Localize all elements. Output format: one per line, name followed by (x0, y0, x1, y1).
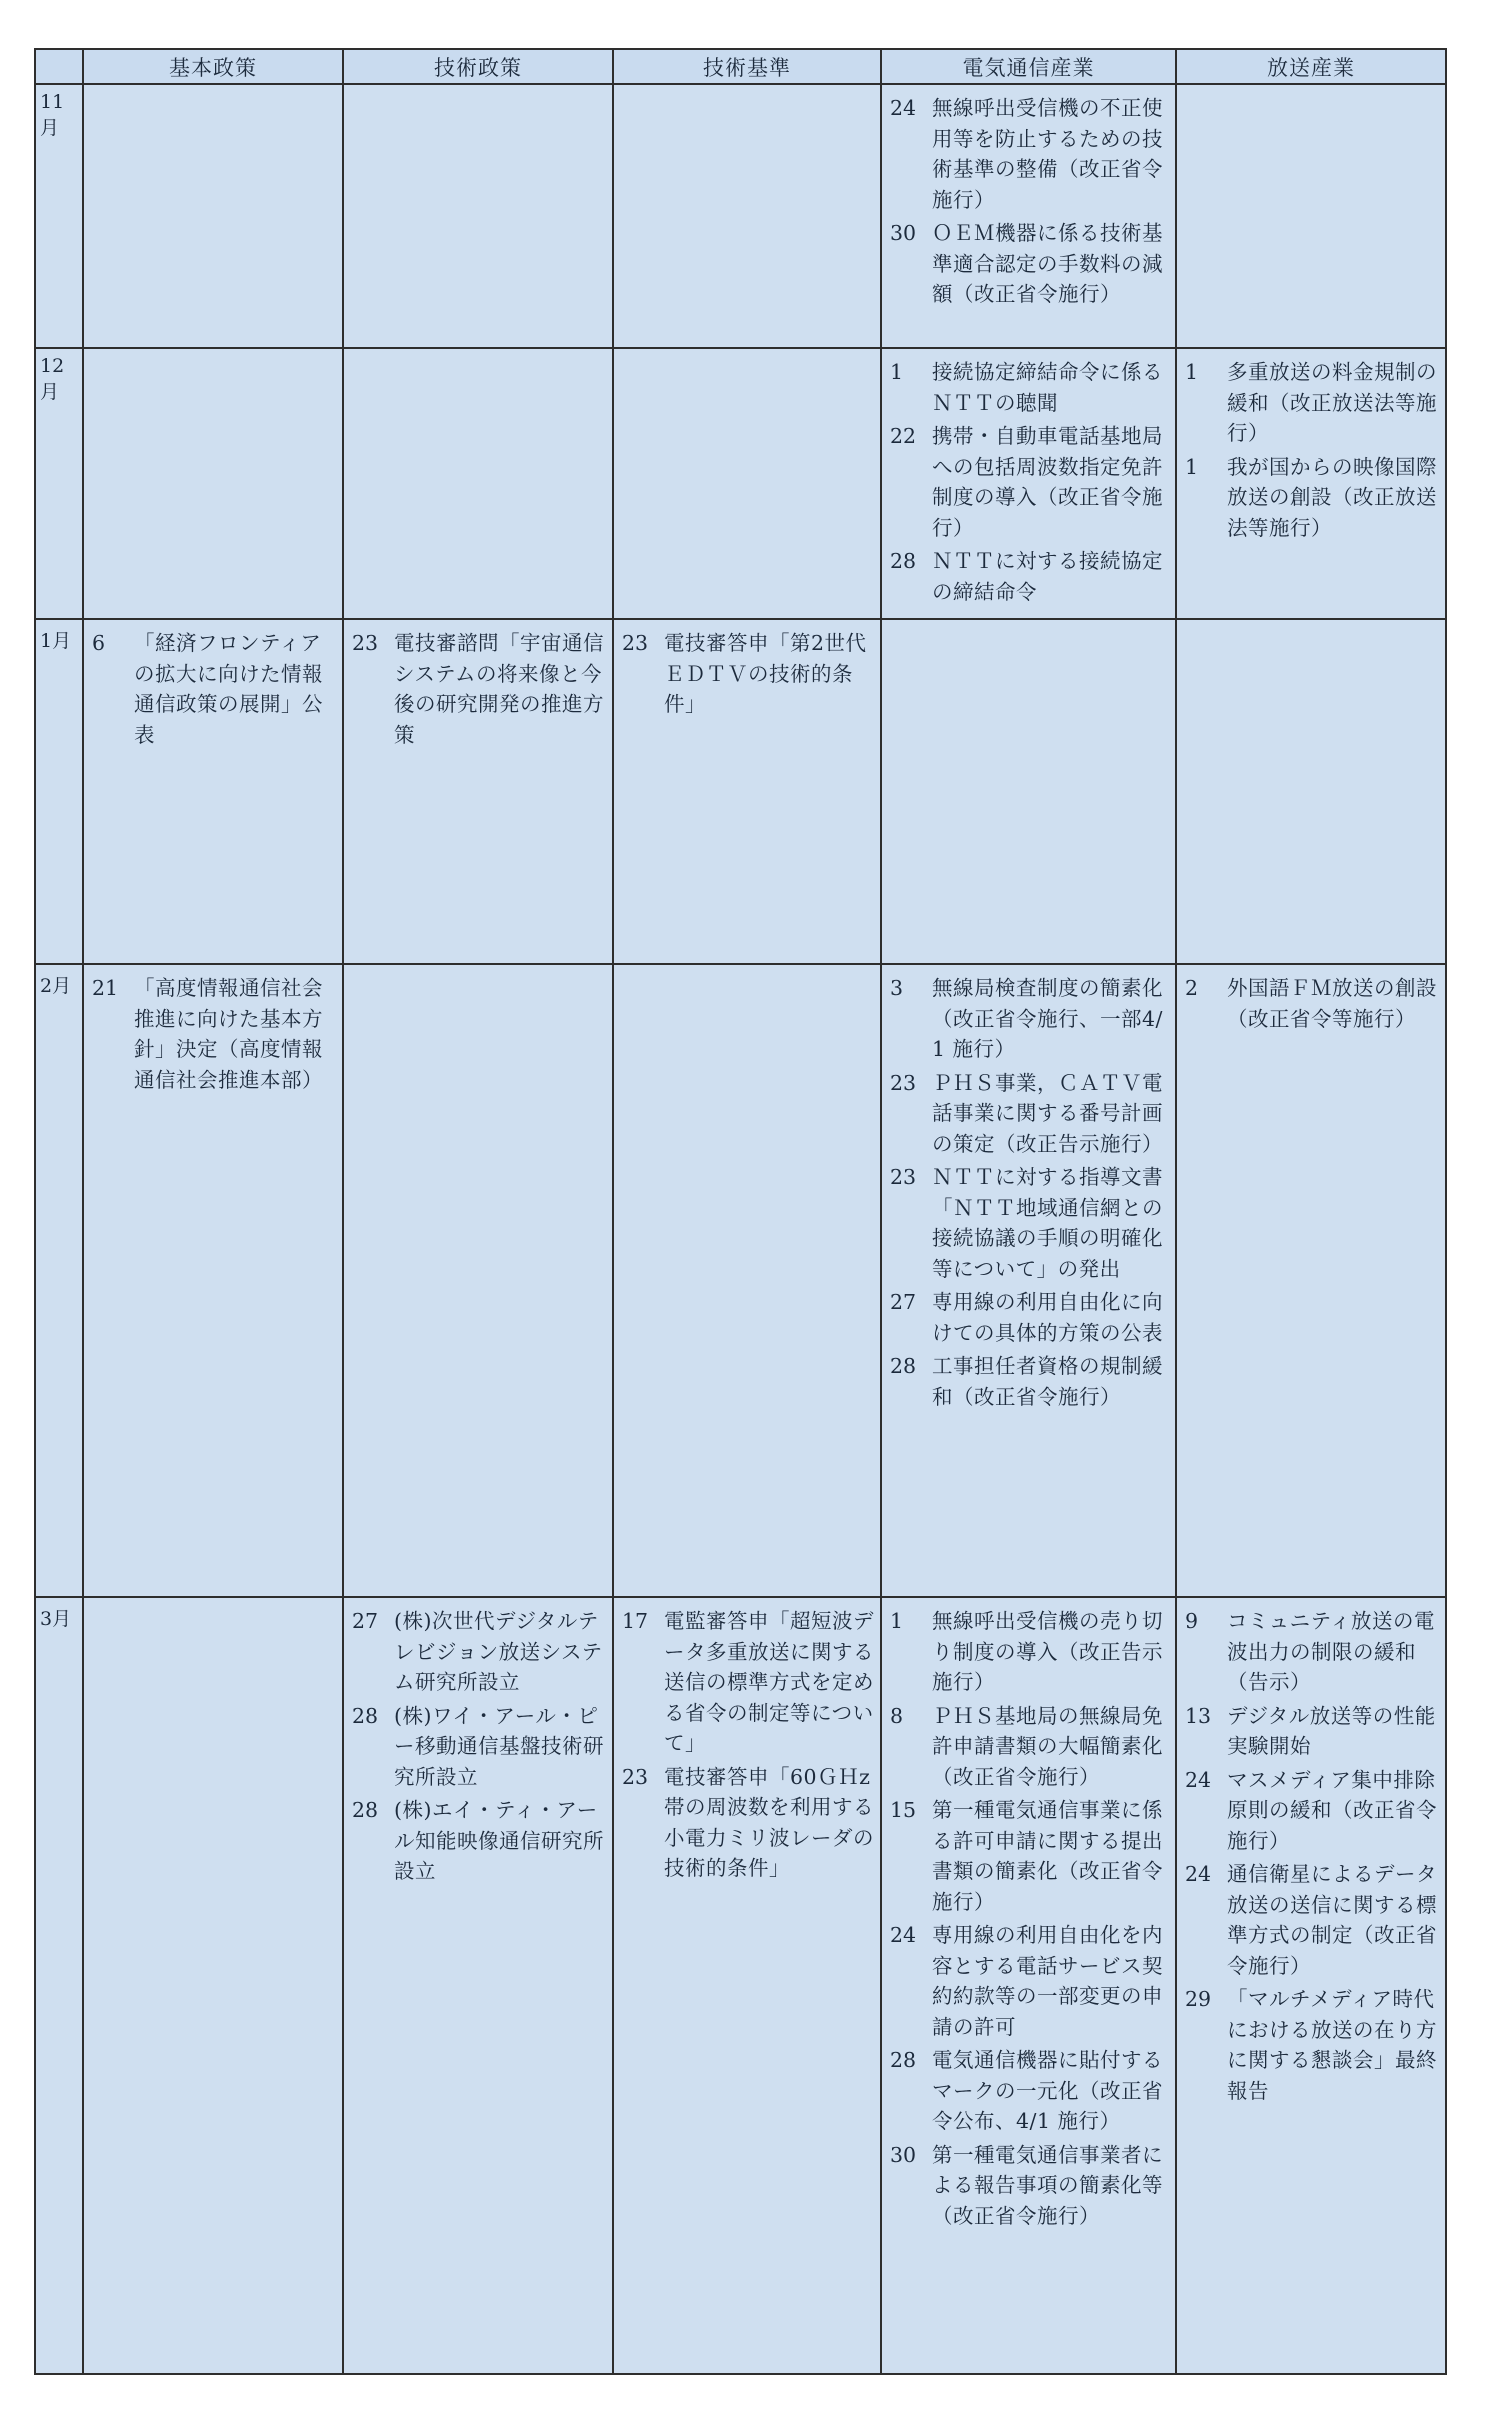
list-item (890, 357, 1169, 418)
entry-day: 28 (890, 2048, 917, 2072)
entry-text: 第一種電気通信事業に係る許可申請に関する提出書類の簡素化（改正省令施行） (932, 1798, 1163, 1914)
entry-day: 24 (1185, 1767, 1212, 1792)
cell-telecom-industry (881, 964, 1176, 1597)
cell-basic-policy (83, 348, 343, 619)
entry-text: ＯＥＭ機器に係る技術基準適合認定の手数料の減額（改正省令施行） (932, 221, 1163, 306)
cell-broadcast-industry (1176, 619, 1446, 964)
entry-text: ＰＨＳ基地局の無線局免許申請書類の大幅簡素化（改正省令施行） (932, 1703, 1163, 1789)
list-item (92, 628, 336, 750)
list-item (352, 628, 606, 750)
entry-text: 「マルチメディア時代における放送の在り方に関する懇談会」最終報告 (1227, 1987, 1437, 2103)
list-item (890, 1351, 1169, 1412)
cell-basic-policy (83, 1597, 343, 2374)
entry-text: 携帯・自動車電話基地局への包括周波数指定免許制度の導入（改正省令施行） (932, 424, 1163, 540)
entry-day: 30 (890, 221, 917, 245)
entry-text: 外国語ＦＭ放送の創設（改正省令等施行） (1227, 976, 1437, 1031)
entry-day: 23 (890, 1070, 917, 1095)
cell-telecom-industry (881, 84, 1176, 348)
entry-text: マスメディア集中排除原則の緩和（改正省令施行） (1227, 1767, 1437, 1853)
cell-technical-standards (613, 619, 881, 964)
list-item (890, 1606, 1169, 1698)
entry-day: 28 (352, 1798, 379, 1822)
list-item (890, 1795, 1169, 1917)
list-item (1185, 1606, 1439, 1698)
entry-day: 23 (352, 631, 379, 655)
entry-day: 23 (622, 1764, 649, 1789)
cell-telecom-industry (881, 348, 1176, 619)
list-item (890, 1162, 1169, 1284)
entry-text: (株)ワイ・アール・ピー移動通信基盤技術研究所設立 (394, 1703, 604, 1789)
entry-day: 21 (92, 976, 119, 1000)
header-basic-policy: 基本政策 (83, 49, 343, 84)
list-item (890, 1701, 1169, 1793)
list-item (622, 1606, 874, 1759)
entry-text: 専用線の利用自由化を内容とする電話サービス契約約款等の一部変更の申請の許可 (932, 1923, 1163, 2039)
entry-text: 電技審答申「第2世代ＥＤＴＶの技術的条件」 (664, 631, 867, 716)
entry-day: 15 (890, 1798, 917, 1822)
entry-day: 28 (352, 1703, 379, 1728)
list-item (890, 546, 1169, 607)
entry-day: 6 (92, 631, 106, 655)
cell-basic-policy (83, 84, 343, 348)
list-item (352, 1795, 606, 1887)
entry-day: 22 (890, 424, 917, 448)
list-item (1185, 1984, 1439, 2106)
entry-text: 電気通信機器に貼付するマークの一元化（改正省令公布、4/1 施行） (932, 2048, 1163, 2133)
header-row (35, 49, 1446, 84)
list-item (1185, 1859, 1439, 1981)
entry-day: 17 (622, 1609, 649, 1633)
entry-text: コミュニティ放送の電波出力の制限の緩和（告示） (1227, 1609, 1435, 1694)
cell-technical-standards (613, 1597, 881, 2374)
entry-day: 2 (1185, 976, 1199, 1000)
cell-telecom-industry (881, 1597, 1176, 2374)
list-item (890, 2140, 1169, 2232)
entry-day: 27 (890, 1290, 917, 1314)
entry-text: 無線局検査制度の簡素化（改正省令施行、一部4/1 施行） (932, 976, 1163, 1061)
entry-day: 30 (890, 2142, 917, 2167)
entry-text: 無線呼出受信機の不正使用等を防止するための技術基準の整備（改正省令施行） (932, 96, 1163, 212)
entry-text: 工事担任者資格の規制緩和（改正省令施行） (932, 1354, 1163, 1409)
month-cell: 3月 (35, 1597, 83, 2374)
entry-text: 電技審諮問「宇宙通信システムの将来像と今後の研究開発の推進方策 (394, 631, 604, 747)
header-telecom-industry: 電気通信産業 (881, 49, 1176, 84)
table-row (35, 84, 1446, 348)
entry-text: ＮＴＴに対する指導文書「ＮＴＴ地域通信網との接続協議の手順の明確化等について」の発出 (932, 1165, 1163, 1281)
cell-technology-policy (343, 348, 613, 619)
list-item (352, 1606, 606, 1698)
entry-text: (株)次世代デジタルテレビジョン放送システム研究所設立 (394, 1609, 603, 1694)
entry-text: 多重放送の料金規制の緩和（改正放送法等施行） (1227, 360, 1437, 445)
header-technology-policy: 技術政策 (343, 49, 613, 84)
entry-day: 9 (1185, 1609, 1199, 1633)
cell-broadcast-industry (1176, 1597, 1446, 2374)
cell-technology-policy (343, 964, 613, 1597)
entry-text: (株)エイ・ティ・アール知能映像通信研究所設立 (394, 1798, 604, 1883)
list-item (890, 973, 1169, 1065)
entry-day: 13 (1185, 1703, 1212, 1728)
list-item (1185, 973, 1439, 1034)
chronology-table (34, 48, 1447, 2375)
entry-text: 「経済フロンティアの拡大に向けた情報通信政策の展開」公表 (134, 631, 323, 747)
cell-broadcast-industry (1176, 964, 1446, 1597)
list-item (1185, 452, 1439, 544)
entry-text: 我が国からの映像国際放送の創設（改正放送法等施行） (1227, 454, 1437, 540)
header-broadcast-industry: 放送産業 (1176, 49, 1446, 84)
table-row (35, 1597, 1446, 2374)
list-item (622, 1762, 874, 1884)
list-item (622, 628, 874, 720)
entry-day: 24 (1185, 1862, 1212, 1886)
header-month (35, 49, 83, 84)
header-technical-standards: 技術基準 (613, 49, 881, 84)
cell-broadcast-industry (1176, 84, 1446, 348)
entry-day: 28 (890, 1354, 917, 1378)
month-cell: 11月 (35, 84, 83, 348)
list-item (352, 1701, 606, 1793)
entry-text: デジタル放送等の性能実験開始 (1227, 1703, 1436, 1758)
entry-day: 24 (890, 1923, 917, 1947)
list-item (92, 973, 336, 1095)
entry-day: 1 (890, 360, 904, 384)
entry-day: 29 (1185, 1987, 1212, 2011)
cell-technical-standards (613, 84, 881, 348)
list-item (890, 1287, 1169, 1348)
list-item (890, 1920, 1169, 2042)
entry-day: 27 (352, 1609, 379, 1633)
table-row (35, 964, 1446, 1597)
list-item (890, 218, 1169, 310)
cell-technology-policy (343, 84, 613, 348)
entry-text: 専用線の利用自由化に向けての具体的方策の公表 (932, 1290, 1163, 1345)
cell-broadcast-industry (1176, 348, 1446, 619)
list-item (890, 1068, 1169, 1160)
cell-technical-standards (613, 348, 881, 619)
entry-day: 23 (890, 1165, 917, 1189)
entry-text: 「高度情報通信社会推進に向けた基本方針」決定（高度情報通信社会推進本部） (134, 976, 323, 1092)
entry-day: 3 (890, 976, 904, 1000)
list-item (890, 93, 1169, 215)
table-body (35, 84, 1446, 2374)
cell-technology-policy (343, 1597, 613, 2374)
cell-technical-standards (613, 964, 881, 1597)
entry-day: 1 (1185, 360, 1199, 384)
entry-text: 無線呼出受信機の売り切り制度の導入（改正告示施行） (932, 1609, 1163, 1694)
entry-text: 電監審答申「超短波データ多重放送に関する送信の標準方式を定める省令の制定等について」 (664, 1609, 874, 1755)
list-item (1185, 1701, 1439, 1762)
entry-text: 接続協定締結命令に係るＮＴＴの聴聞 (932, 360, 1163, 415)
entry-day: 8 (890, 1703, 904, 1728)
cell-basic-policy (83, 964, 343, 1597)
list-item (890, 2045, 1169, 2137)
table-row (35, 348, 1446, 619)
entry-day: 23 (622, 631, 649, 655)
cell-technology-policy (343, 619, 613, 964)
entry-text: 第一種電気通信事業者による報告事項の簡素化等（改正省令施行） (932, 2142, 1163, 2228)
entry-text: ＰＨＳ事業，ＣＡＴＶ電話事業に関する番号計画の策定（改正告示施行） (932, 1070, 1163, 1156)
cell-telecom-industry (881, 619, 1176, 964)
list-item (1185, 357, 1439, 449)
entry-text: ＮＴＴに対する接続協定の締結命令 (932, 549, 1163, 604)
entry-text: 電技審答申「60ＧＨz帯の周波数を利用する小電力ミリ波レーダの技術的条件」 (664, 1764, 874, 1880)
entry-day: 28 (890, 549, 917, 573)
entry-day: 1 (890, 1609, 904, 1633)
list-item (1185, 1765, 1439, 1857)
cell-basic-policy (83, 619, 343, 964)
list-item (890, 421, 1169, 543)
entry-text: 通信衛星によるデータ放送の送信に関する標準方式の制定（改正省令施行） (1227, 1862, 1437, 1978)
entry-day: 1 (1185, 454, 1199, 479)
entry-day: 24 (890, 96, 917, 120)
month-cell: 12月 (35, 348, 83, 619)
month-cell: 2月 (35, 964, 83, 1597)
month-cell: 1月 (35, 619, 83, 964)
table-row (35, 619, 1446, 964)
